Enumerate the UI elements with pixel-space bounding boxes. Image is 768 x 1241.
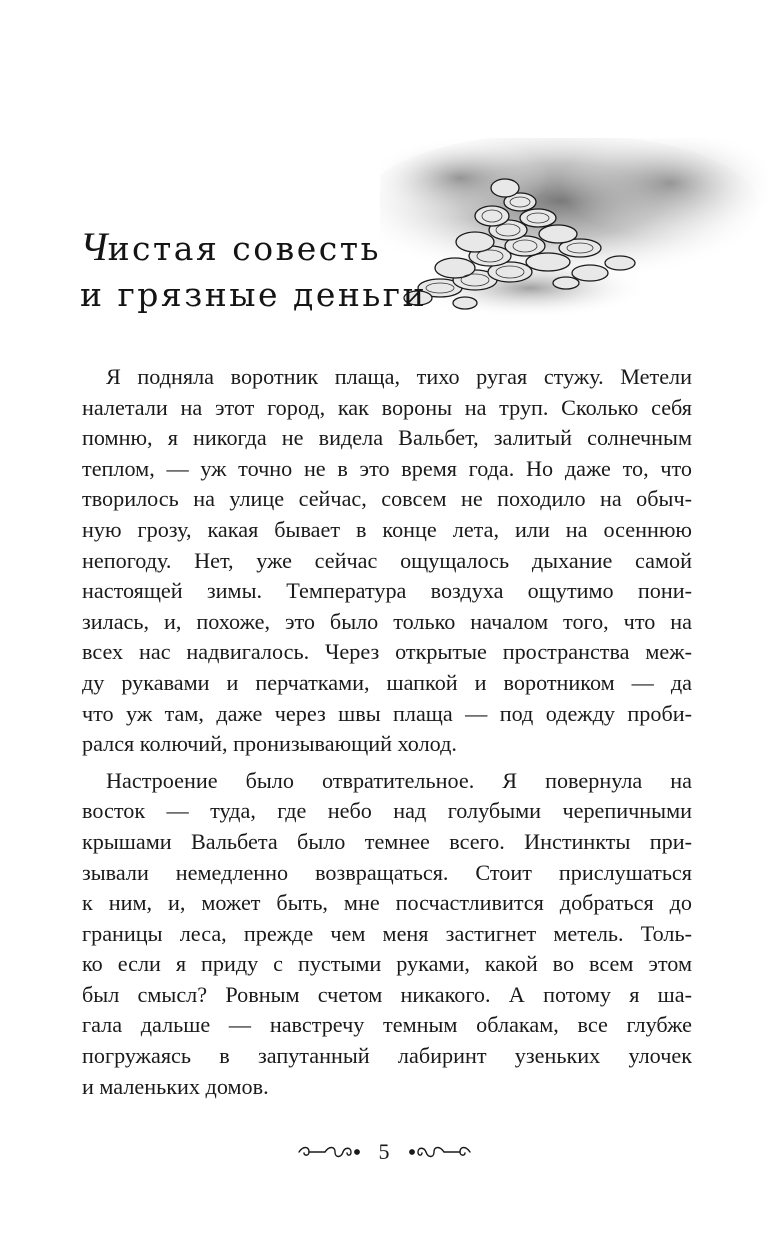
text-line: ко если я приду с пустыми руками, какой во всем этом bbox=[82, 951, 692, 977]
text-line: погружаясь в запутанный лабиринт узеньких улочек bbox=[82, 1043, 692, 1069]
body-text bbox=[82, 362, 692, 1102]
text-line: теплом, — уж точно не в это время года. Но даже то, что bbox=[82, 455, 692, 481]
text-line: был смысл? Ровным счетом никакого. А потому я ша- bbox=[82, 981, 692, 1007]
text-line: крышами Вальбета было темнее всего. Инстинкты при- bbox=[82, 828, 692, 854]
text-line: помню, я никогда не видела Вальбет, залитый солнечным bbox=[82, 425, 692, 451]
left-flourish-icon bbox=[295, 1142, 361, 1162]
chapter-title-line-1 bbox=[80, 224, 427, 272]
text-line: границы леса, прежде чем меня застигнет метель. Толь- bbox=[82, 920, 692, 946]
coin-pile-illustration bbox=[380, 138, 768, 323]
chapter-title-line-2: и грязные деньги bbox=[80, 275, 428, 314]
page-footer bbox=[0, 1132, 768, 1172]
paragraph-2 bbox=[82, 766, 692, 1103]
text-line: к ним, и, может быть, мне посчастливится добраться до bbox=[82, 890, 692, 916]
text-line: налетали на этот город, как вороны на труп. Сколько себя bbox=[82, 394, 692, 420]
text-line: восток — туда, где небо над голубыми черепичными bbox=[82, 798, 692, 824]
text-line: Настроение было отвратительное. Я повернула на bbox=[106, 767, 692, 793]
text-line: что уж там, даже через швы плаща — под одежду проби- bbox=[82, 700, 692, 726]
text-line: зилась, и, похоже, это было только началом того, что на bbox=[82, 608, 692, 634]
text-line: всех нас надвигалось. Через открытые пространства меж- bbox=[82, 639, 692, 665]
page-number: 5 bbox=[378, 1139, 390, 1164]
text-line: рался колючий, пронизывающий холод. bbox=[82, 731, 457, 757]
chapter-title-line-1-text: истая совесть bbox=[107, 229, 381, 268]
text-line: творилось на улице сейчас, совсем не походило на обыч- bbox=[82, 486, 692, 512]
text-line: Я подняла воротник плаща, тихо ругая стужу. Метели bbox=[106, 364, 692, 389]
chapter-title-initial: Ч bbox=[80, 224, 108, 269]
text-line: гала дальше — навстречу темным облакам, все глубже bbox=[82, 1012, 692, 1038]
text-line: зывали немедленно возвращаться. Стоит прислушаться bbox=[82, 859, 692, 885]
text-line: ду рукавами и перчатками, шапкой и воротником — да bbox=[82, 669, 692, 695]
text-line: настоящей зимы. Температура воздуха ощутимо пони- bbox=[82, 578, 692, 604]
chapter-title bbox=[80, 224, 427, 318]
text-line: ную грозу, какая бывает в конце лета, или на осеннюю bbox=[82, 516, 692, 542]
right-flourish-icon bbox=[408, 1142, 474, 1162]
text-line: и маленьких домов. bbox=[82, 1073, 269, 1099]
text-line: непогоду. Нет, уже сейчас ощущалось дыхание самой bbox=[82, 547, 692, 573]
paragraph-1 bbox=[82, 362, 692, 760]
coin-pile-icon bbox=[380, 138, 768, 323]
